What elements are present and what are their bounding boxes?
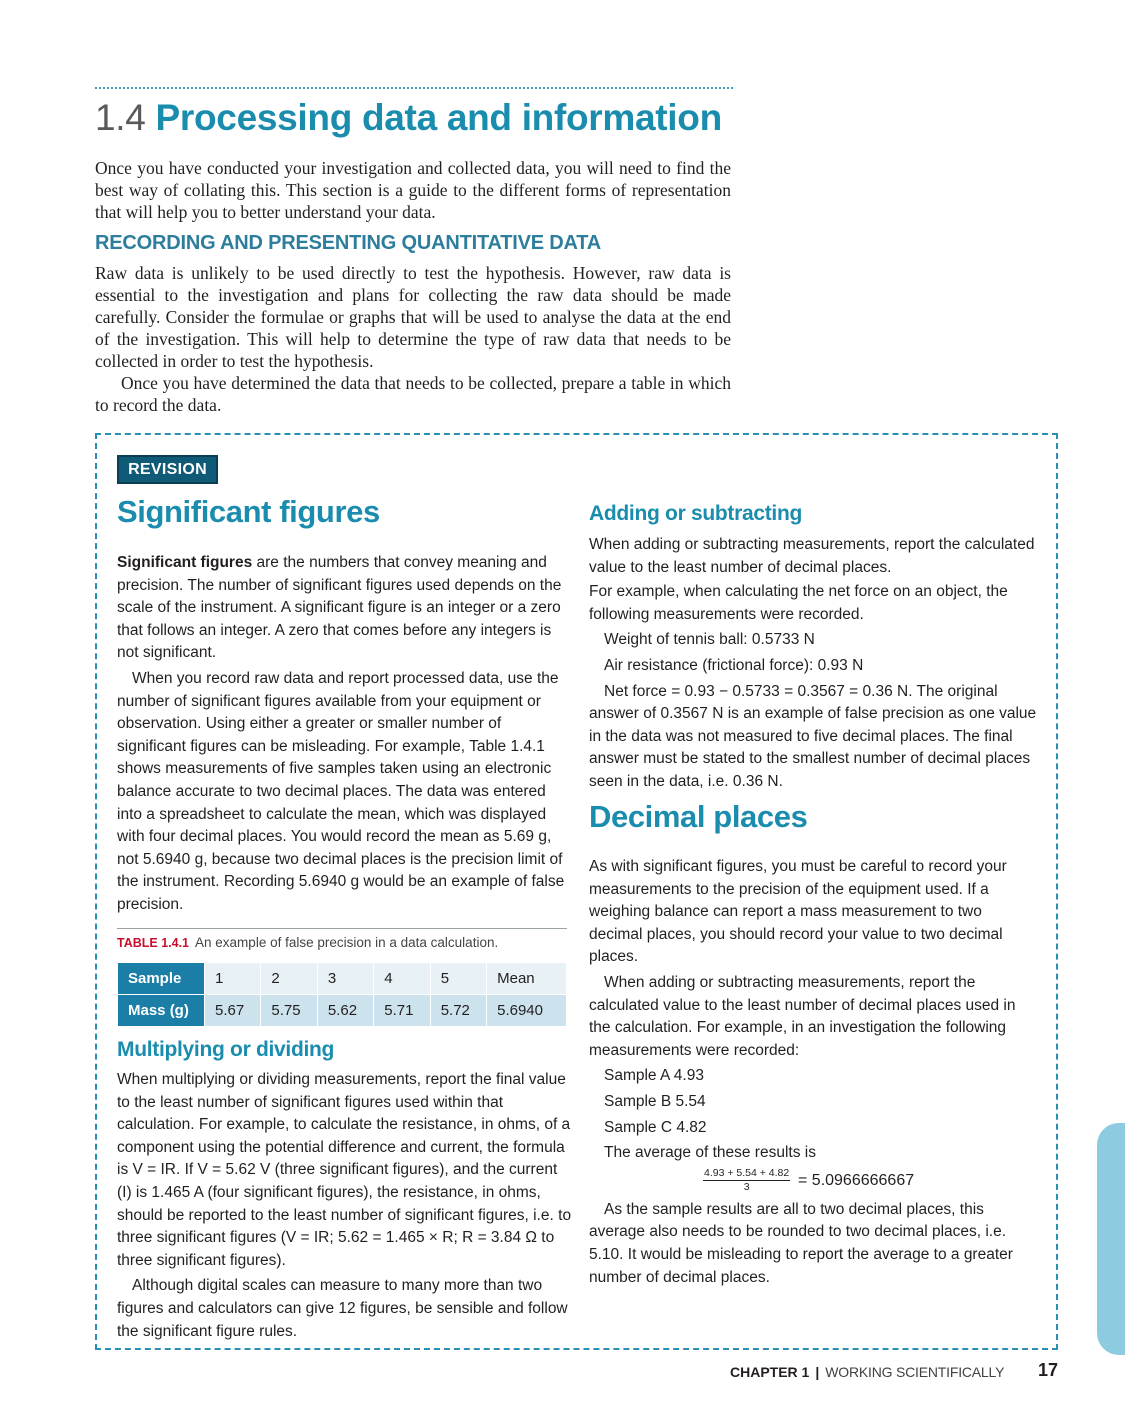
- page-number: 17: [1038, 1360, 1059, 1380]
- sig-figs-definition: are the numbers that convey meaning and precision. The number of significant figures used depends on the scale of the instrument. A significant figure is an integer or a zero that follows an integer. A zero that comes before any integers is not significant.: [117, 554, 562, 662]
- table-cell: 5.67: [205, 995, 261, 1027]
- top-dotted-rule: [95, 87, 733, 89]
- table-caption-label: TABLE 1.4.1: [117, 936, 190, 950]
- table-cell: 5: [430, 963, 486, 995]
- table-cell: 1: [205, 963, 261, 995]
- adding-paragraph-2: For example, when calculating the net force on an object, the following measurements were recorded.: [589, 583, 1008, 623]
- chapter-side-tab: [1097, 1123, 1125, 1355]
- sample-c-line: Sample C 4.82: [604, 1118, 707, 1136]
- adding-text: [589, 534, 1039, 794]
- decimal-paragraph-3: As the sample results are all to two decimal places, this average also needs to be rounded to two decimal places, i.e. 5.10. It would be misleading to report the average to a greater number of decimal places.: [589, 1200, 1013, 1286]
- table-divider: [117, 928, 567, 929]
- table-cell: 4: [374, 963, 430, 995]
- recording-paragraph-1: Raw data is unlikely to be used directly to test the hypothesis. However, raw data is essential to the investigation and plans for collecting the raw data should be made carefully. Consider the formulae or graphs that will be used to analyse the data at the end of the investigation. This will help to determine the type of raw data that needs to be collected in order to test the hypothesis.: [95, 263, 731, 371]
- average-fraction: [703, 1167, 790, 1194]
- decimal-paragraph-2: When adding or subtracting measurements, report the calculated value to the least number of decimal places used in the calculation. For example, in an investigation the following measurements were recorded:: [589, 973, 1016, 1059]
- table-caption: [117, 935, 498, 950]
- fraction-denominator: 3: [743, 1180, 750, 1193]
- adding-heading: Adding or subtracting: [589, 502, 803, 525]
- table-cell: 5.62: [317, 995, 373, 1027]
- multiplying-paragraph-2: Although digital scales can measure to many more than two figures and calculators can give 12 figures, be sensible and follow the significant figure rules.: [117, 1277, 568, 1340]
- decimal-places-heading: Decimal places: [589, 799, 808, 834]
- multiplying-text: [117, 1069, 572, 1343]
- section-number: 1.4: [95, 97, 146, 138]
- table-cell: 2: [261, 963, 317, 995]
- section-title: Processing data and information: [155, 97, 722, 138]
- table-caption-text: An example of false precision in a data calculation.: [195, 935, 499, 950]
- sig-figs-paragraph-2: When you record raw data and report processed data, use the number of significant figures available from your equipment or observation. Using either a greater or smaller number of significant figures can be misleading. For example, Table 1.4.1 shows measurements of five samples taken using an electronic balance accurate to two decimal places. The data was entered into a spreadsheet to calculate the mean, which was displayed with four decimal places. You would record the mean as 5.69 g, not 5.6940 g, because two decimal places is the precision limit of the instrument. Recording 5.6940 g would be an example of false precision.: [117, 669, 565, 913]
- intro-paragraph: Once you have conducted your investigation and collected data, you will need to find the best way of collating this. This section is a guide to the different forms of representation that will help you to better understand your data.: [95, 158, 731, 222]
- recording-paragraph-2: Once you have determined the data that needs to be collected, prepare a table in which to record the data.: [95, 373, 731, 415]
- sample-b-line: Sample B 5.54: [604, 1092, 706, 1110]
- table-header-cell: Sample: [118, 963, 205, 995]
- sig-figs-paragraph-1: [117, 552, 572, 665]
- decimal-places-text: [589, 856, 1039, 1289]
- average-result: = 5.0966666667: [798, 1171, 915, 1189]
- sig-figs-term: Significant figures: [117, 554, 253, 571]
- page-footer: [730, 1364, 1004, 1380]
- table-cell: 5.71: [374, 995, 430, 1027]
- average-intro-line: The average of these results is: [604, 1144, 816, 1162]
- table-cell: 5.72: [430, 995, 486, 1027]
- table-row: [118, 995, 567, 1027]
- sample-a-line: Sample A 4.93: [604, 1067, 704, 1085]
- table-row: [118, 963, 567, 995]
- table-cell: 5.75: [261, 995, 317, 1027]
- multiplying-heading: Multiplying or dividing: [117, 1038, 335, 1061]
- footer-separator: |: [815, 1364, 820, 1380]
- false-precision-table: [117, 962, 567, 1027]
- table-cell: 3: [317, 963, 373, 995]
- adding-air-resistance-line: Air resistance (frictional force): 0.93 N: [604, 656, 864, 674]
- multiplying-paragraph-1: When multiplying or dividing measurements, report the final value to the least number of significant figures used within that calculation. For example, to calculate the resistance, in ohms, of a component using the potential difference and current, the formula is V = IR. If V = 5.62 V (three significant figures), and the current (I) is 1.465 A (four significant figures), the resistance, in ohms, should be reported to the least number of significant figures, i.e. to three significant figures (V = IR; 5.62 = 1.465 × R; R = 3.84 Ω to three significant figures).: [117, 1071, 572, 1269]
- table-cell: 5.6940: [487, 995, 567, 1027]
- adding-weight-line: Weight of tennis ball: 0.5733 N: [604, 631, 815, 649]
- decimal-paragraph-1: As with significant figures, you must be careful to record your measurements to the precision of the equipment used. If a weighing balance can report a mass measurement to two decimal places, you should record your value to two decimal places.: [589, 858, 1007, 966]
- average-equation: [589, 1167, 1039, 1197]
- table-cell: Mean: [487, 963, 567, 995]
- revision-badge: REVISION: [117, 455, 218, 484]
- recording-heading: RECORDING AND PRESENTING QUANTITATIVE DATA: [95, 232, 602, 254]
- footer-chapter-title: WORKING SCIENTIFICALLY: [825, 1364, 1005, 1380]
- significant-figures-text: [117, 552, 572, 917]
- significant-figures-heading: Significant figures: [117, 494, 380, 529]
- adding-paragraph-3: Net force = 0.93 − 0.5733 = 0.3567 = 0.36 N. The original answer of 0.3567 N is an example of false precision as one value in the data was not measured to five decimal places. The final answer must be stated to the smallest number of decimal places seen in the data, i.e. 0.36 N.: [589, 682, 1037, 790]
- section-heading: [95, 96, 722, 140]
- table-header-cell: Mass (g): [118, 995, 205, 1027]
- recording-text: [95, 262, 731, 416]
- adding-paragraph-1: When adding or subtracting measurements, report the calculated value to the least number of decimal places.: [589, 536, 1035, 576]
- fraction-numerator: 4.93 + 5.54 + 4.82: [704, 1166, 790, 1179]
- footer-chapter: CHAPTER 1: [730, 1364, 810, 1380]
